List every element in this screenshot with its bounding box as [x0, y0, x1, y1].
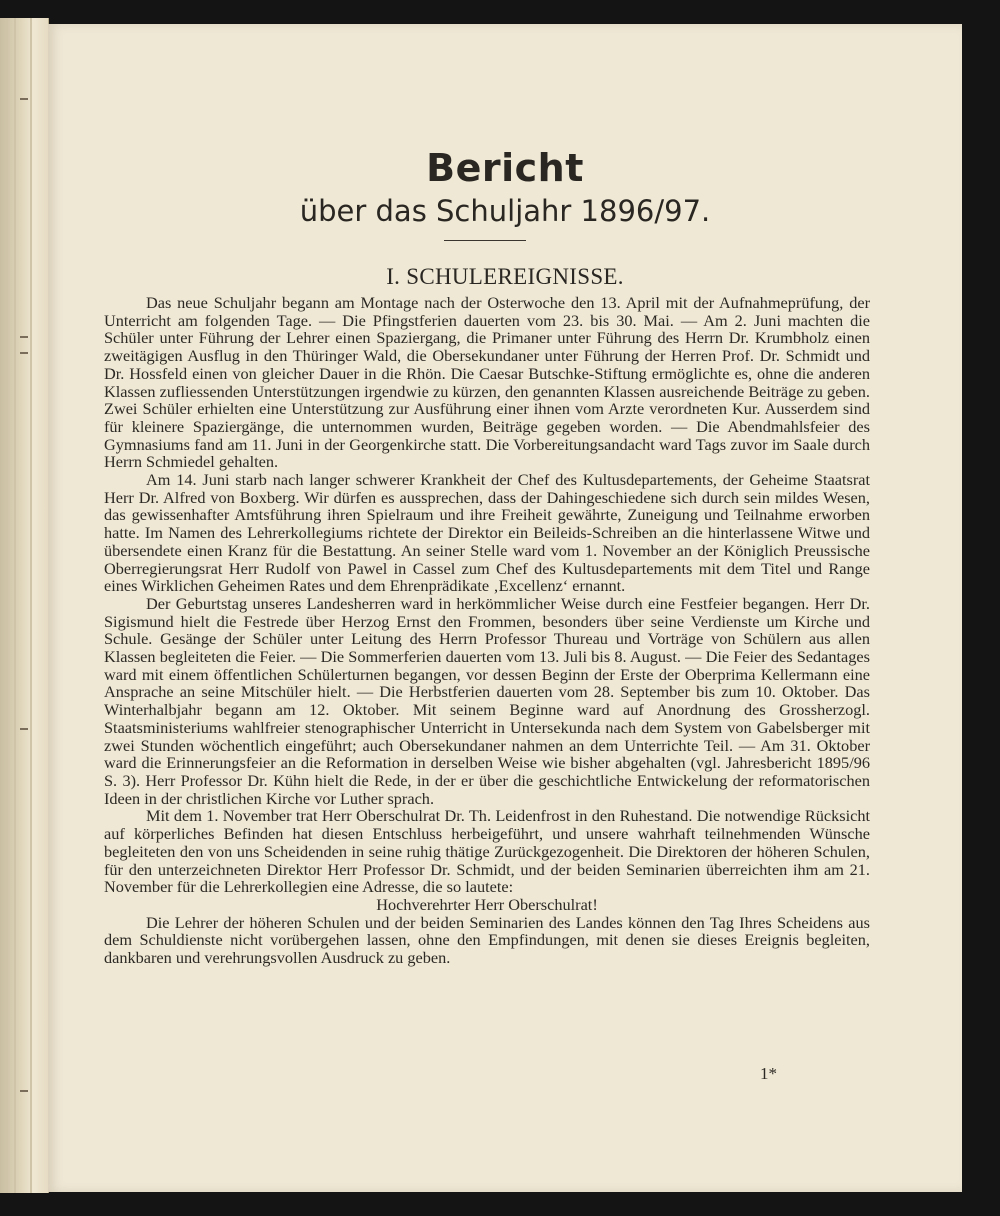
paragraph: Mit dem 1. November trat Herr Oberschulrat Dr. Th. Leidenfrost in den Ruhestand. Die notwendige Rücksicht auf körperliches Befinden hat diesen Entschluss herbeigeführt, und unsere wahrhaft teilnehmenden Wünsche begleiteten den von uns Scheidenden in seine ruhig thätige Zurückgezogenheit. Die Direktoren der höheren Schulen, für den unterzeichneten Direktor Herr Professor Dr. Schmidt, und der beiden Seminarien überreichten ihm am 21. November für die Lehrerkollegien eine Adresse, die so lautete: — [104, 806, 870, 897]
document-body — [104, 294, 870, 967]
paragraph: Am 14. Juni starb nach langer schwerer Krankheit der Chef des Kultusdepartements, der Geheime Staatsrat Herr Dr. Alfred von Boxberg. Wir dürfen es aussprechen, dass der Dahingeschiedene sich durch sein mildes Wesen, das gewissenhafter Amtsführung ihren Spielraum und ihre Freiheit gewährte, Zuneigung und Teilnahme erworben hatte. Im Namen des Lehrerkollegiums richtete der Direktor ein Beileids-Schreiben an die hinterlassene Witwe und übersendete einen Kranz für die Bestattung. An seiner Stelle ward vom 1. November an der Königlich Preussische Oberregierungsrat Herr Rudolf von Pawel in Cassel zum Chef des Kultusdepartements mit dem Titel und Range eines Wirklichen Geheimen Rates und dem Ehrenprädikate ‚Excellenz‘ ernannt. — [104, 470, 870, 596]
paragraph: Das neue Schuljahr begann am Montage nach der Osterwoche den 13. April mit der Aufnahmeprüfung, der Unterricht am folgenden Tage. — Die Pfingstferien dauerten vom 23. bis 30. Mai. — Am 2. Juni machten die Schüler unter Führung der Lehrer einen Spaziergang, die Primaner unter Führung des Herrn Dr. Krumbholz einen zweitägigen Ausflug in den Thüringer Wald, die Obersekundaner unter Führung der Herren Prof. Dr. Schmidt und Dr. Hossfeld einen von gleicher Dauer in die Rhön. Die Caesar Butschke-Stiftung ermöglichte es, ohne die anderen Klassen zufliessenden Unterstützungen irgendwie zu kürzen, den genannten Klassen ausreichende Beiträge zu geben. Zwei Schüler erhielten eine Unterstützung zur Ausführung einer ihnen vom Arzte verordneten Kur. Ausserdem sind für kleinere Spaziergänge, die unternommen wurden, Beiträge gegeben worden. — Die Abendmahlsfeier des Gymnasiums fand am 11. Juni in der Georgenkirche statt. Die Vorbereitungsandacht ward Tags zuvor im Saale durch Herrn Schmiedel gehalten. — [104, 293, 870, 472]
paragraph: Der Geburtstag unseres Landesherren ward in herkömmlicher Weise durch eine Festfeier begangen. Herr Dr. Sigismund hielt die Festrede über Herzog Ernst den Frommen, besonders über seine Verdienste um Kirche und Schule. Gesänge der Schüler unter Leitung des Herrn Professor Thureau und Vorträge von Schülern aus allen Klassen begleiteten die Feier. — Die Sommerferien dauerten vom 13. Juli bis 8. August. — Die Feier des Sedantages ward mit einem öffentlichen Schülerturnen begangen, vor dessen Beginn der Erste der Oberprima Kellermann eine Ansprache an seine Mitschüler hielt. — Die Herbstferien dauerten vom 28. September bis zum 10. Oktober. Das Winterhalbjahr begann am 12. Oktober. Mit seinem Beginne ward auf Anordnung des Grossherzogl. Staatsministeriums wahlfreier stenographischer Unterricht in Untersekunda nach dem System von Gabelsberger mit zwei Stunden wöchentlich eingeführt; auch Obersekundaner nahmen an dem Unterrichte Teil. — Am 31. Oktober ward die Erinnerungsfeier an die Reformation in derselben Weise wie bisher abgehalten (vgl. Jahresbericht 1895/96 S. 3). Herr Professor Dr. Kühn hielt die Rede, in der er über die geschichtliche Entwickelung der reformatorischen Ideen in der christlichen Kirche vor Luther sprach. — [104, 593, 870, 808]
binding-mark — [20, 336, 28, 338]
binding-mark — [20, 98, 28, 100]
page-edge — [6, 18, 8, 1193]
document-page — [48, 24, 962, 1192]
section-heading: I. SCHULEREIGNISSE. — [386, 264, 624, 289]
binding-mark — [20, 352, 28, 354]
page-number: 1* — [760, 1064, 777, 1083]
document-title: Bericht — [426, 146, 584, 190]
page-edge — [14, 18, 16, 1193]
document-subtitle: über das Schuljahr 1896/97. — [299, 194, 711, 228]
paragraph: Die Lehrer der höheren Schulen und der beiden Seminarien des Landes können den Tag Ihres Scheidens aus dem Schuldienste nicht vorübergehen lassen, ohne den Empfindungen, mit denen sie dieses Ereignis begleiten, dankbaren und verehrungsvollen Ausdruck zu geben. — [104, 912, 870, 968]
binding-mark — [20, 728, 28, 730]
title-divider — [444, 240, 526, 241]
binding-mark — [20, 1090, 28, 1092]
book-binding — [0, 18, 49, 1193]
salutation: Hochverehrter Herr Oberschulrat! — [376, 894, 598, 914]
page-edge — [30, 18, 32, 1193]
